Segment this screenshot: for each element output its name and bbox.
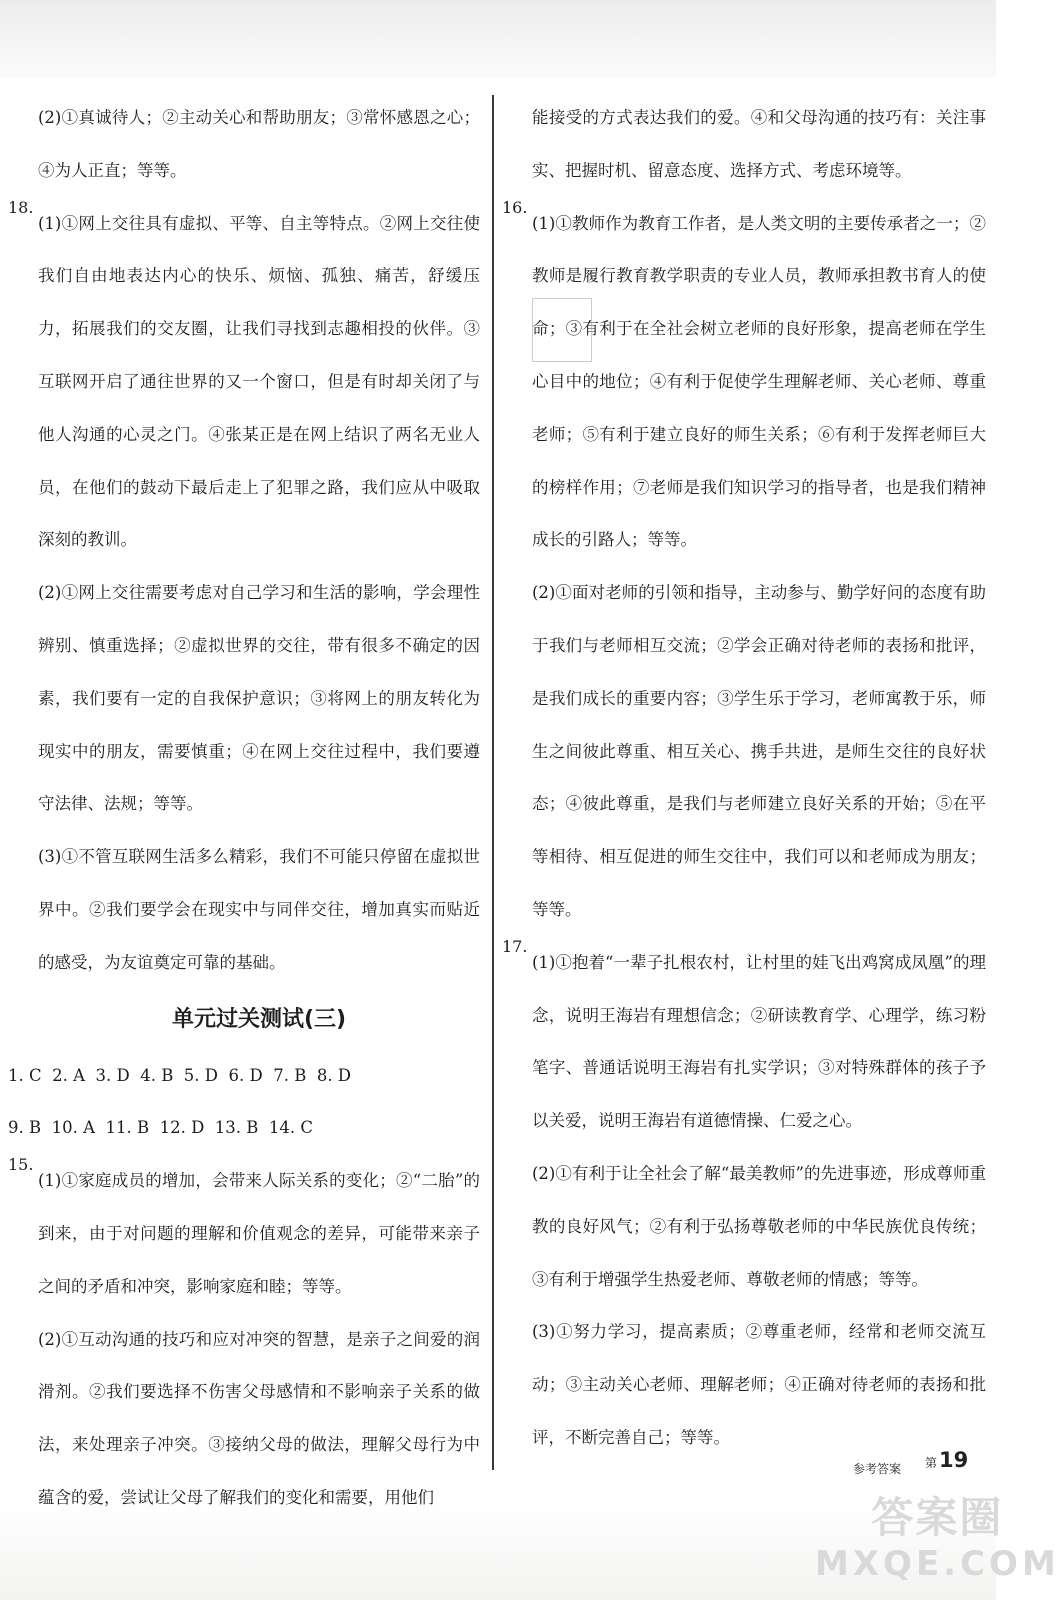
q16-number: 16. <box>502 197 528 217</box>
q18-block <box>8 198 480 990</box>
q18-answer-1: (1)①网上交往具有虚拟、平等、自主等特点。②网上交往使我们自由地表达内心的快乐、烦恼、孤独、痛苦，舒缓压力，拓展我们的交友圈，让我们寻找到志趣相投的伙伴。③互联网开启了通往世界的又一个窗口，但是有时却关闭了与他人沟通的心灵之门。④张某正是在网上结识了两名无业人员，在他们的鼓动下最后走上了犯罪之路，我们应从中吸取深刻的教训。 <box>38 213 480 550</box>
q15-answer-2-continued: 能接受的方式表达我们的爱。④和父母沟通的技巧有：关注事实、把握时机、留意态度、选择方式、考虑环境等。 <box>532 108 986 180</box>
q17-prev-answer-2: (2)①真诚待人；②主动关心和帮助朋友；③常怀感恩之心；④为人正直；等等。 <box>38 108 480 180</box>
faint-stamp-mark <box>532 298 592 362</box>
mc-answers-line-2: 9. B 10. A 11. B 12. D 13. B 14. C <box>8 1118 314 1138</box>
page-number <box>925 1448 968 1472</box>
page-prefix: 第 <box>925 1456 938 1470</box>
q18-answer-3: (3)①不管互联网生活多么精彩，我们不可能只停留在虚拟世界中。②我们要学会在现实中与同伴交往，增加真实而贴近的感受，为友谊奠定可靠的基础。 <box>38 847 480 972</box>
q16-answer-2: (2)①面对老师的引领和指导，主动参与、勤学好问的态度有助于我们与老师相互交流；②学会正确对待老师的表扬和批评，是我们成长的重要内容；③学生乐于学习，老师寓教于乐，师生之间彼此尊重、相互关心、携手共进，是师生交往的良好状态；④彼此尊重，是我们与老师建立良好关系的开始；⑤在平等相待、相互促进的师生交往中，我们可以和老师成为朋友；等等。 <box>532 583 986 919</box>
q16-answer-1: (1)①教师作为教育工作者，是人类文明的主要传承者之一；②教师是履行教育教学职责的专业人员，教师承担教书育人的使命；③有利于在全社会树立老师的良好形象，提高老师在学生心目中的地位；④有利于促使学生理解老师、关心老师、尊重老师；⑤有利于建立良好的师生关系；⑥有利于发挥老师巨大的榜样作用；⑦老师是我们知识学习的指导者，也是我们精神成长的引路人；等等。 <box>532 213 986 550</box>
q15-answer-2: (2)①互动沟通的技巧和应对冲突的智慧，是亲子之间爱的润滑剂。②我们要选择不伤害父母感情和不影响亲子关系的做法，来处理亲子冲突。③接纳父母的做法，理解父母行为中蕴含的爱，尝试让父母了解我们的变化和需要，用他们 <box>38 1329 480 1507</box>
watermark-logo-text: 答案圈 <box>871 1493 1004 1542</box>
q18-number: 18. <box>8 197 34 217</box>
section-title: 单元过关测试(三) <box>171 1006 347 1032</box>
q18-answer-2: (2)①网上交往需要考虑对自己学习和生活的影响，学会理性辨别、慎重选择；②虚拟世界的交往，带有很多不确定的因素，我们要有一定的自我保护意识；③将网上的朋友转化为现实中的朋友，需要慎重；④在网上交往过程中，我们要遵守法律、法规；等等。 <box>38 583 480 814</box>
q15-answer-1: (1)①家庭成员的增加，会带来人际关系的变化；②“二胎”的到来，由于对问题的理解和价值观念的差异，可能带来亲子之间的矛盾和冲突，影响家庭和睦；等等。 <box>38 1171 480 1296</box>
column-divider <box>492 95 494 1470</box>
q15-number: 15. <box>8 1155 34 1175</box>
scan-top-shadow <box>0 0 996 78</box>
q17-number: 17. <box>502 936 528 956</box>
q15-block <box>8 1155 480 1525</box>
mc-answers-line-1: 1. C 2. A 3. D 4. B 5. D 6. D 7. B 8. D <box>8 1065 352 1085</box>
page-number-value: 19 <box>939 1448 969 1472</box>
watermark-url: MXQE.COM <box>815 1544 1060 1584</box>
footer-label: 参考答案 <box>853 1462 902 1476</box>
left-column <box>8 92 480 1525</box>
q17-answer-3: (3)①努力学习，提高素质；②尊重老师，经常和老师交流互动；③主动关心老师、理解老师；④正确对待老师的表扬和批评，不断完善自己；等等。 <box>532 1322 986 1447</box>
q17-answer-1: (1)①抱着“一辈子扎根农村，让村里的娃飞出鸡窝成凤凰”的理念，说明王海岩有理想信念；②研读教育学、心理学，练习粉笔字、普通话说明王海岩有扎实学识；③对特殊群体的孩子予以关爱，说明王海岩有道德情操、仁爱之心。 <box>532 952 986 1131</box>
q17-block <box>502 937 986 1465</box>
q17-answer-2: (2)①有利于让全社会了解“最美教师”的先进事迹，形成尊师重教的良好风气；②有利于弘扬尊敬老师的中华民族优良传统；③有利于增强学生热爱老师、尊敬老师的情感；等等。 <box>532 1163 986 1289</box>
site-watermark <box>815 1492 1060 1584</box>
